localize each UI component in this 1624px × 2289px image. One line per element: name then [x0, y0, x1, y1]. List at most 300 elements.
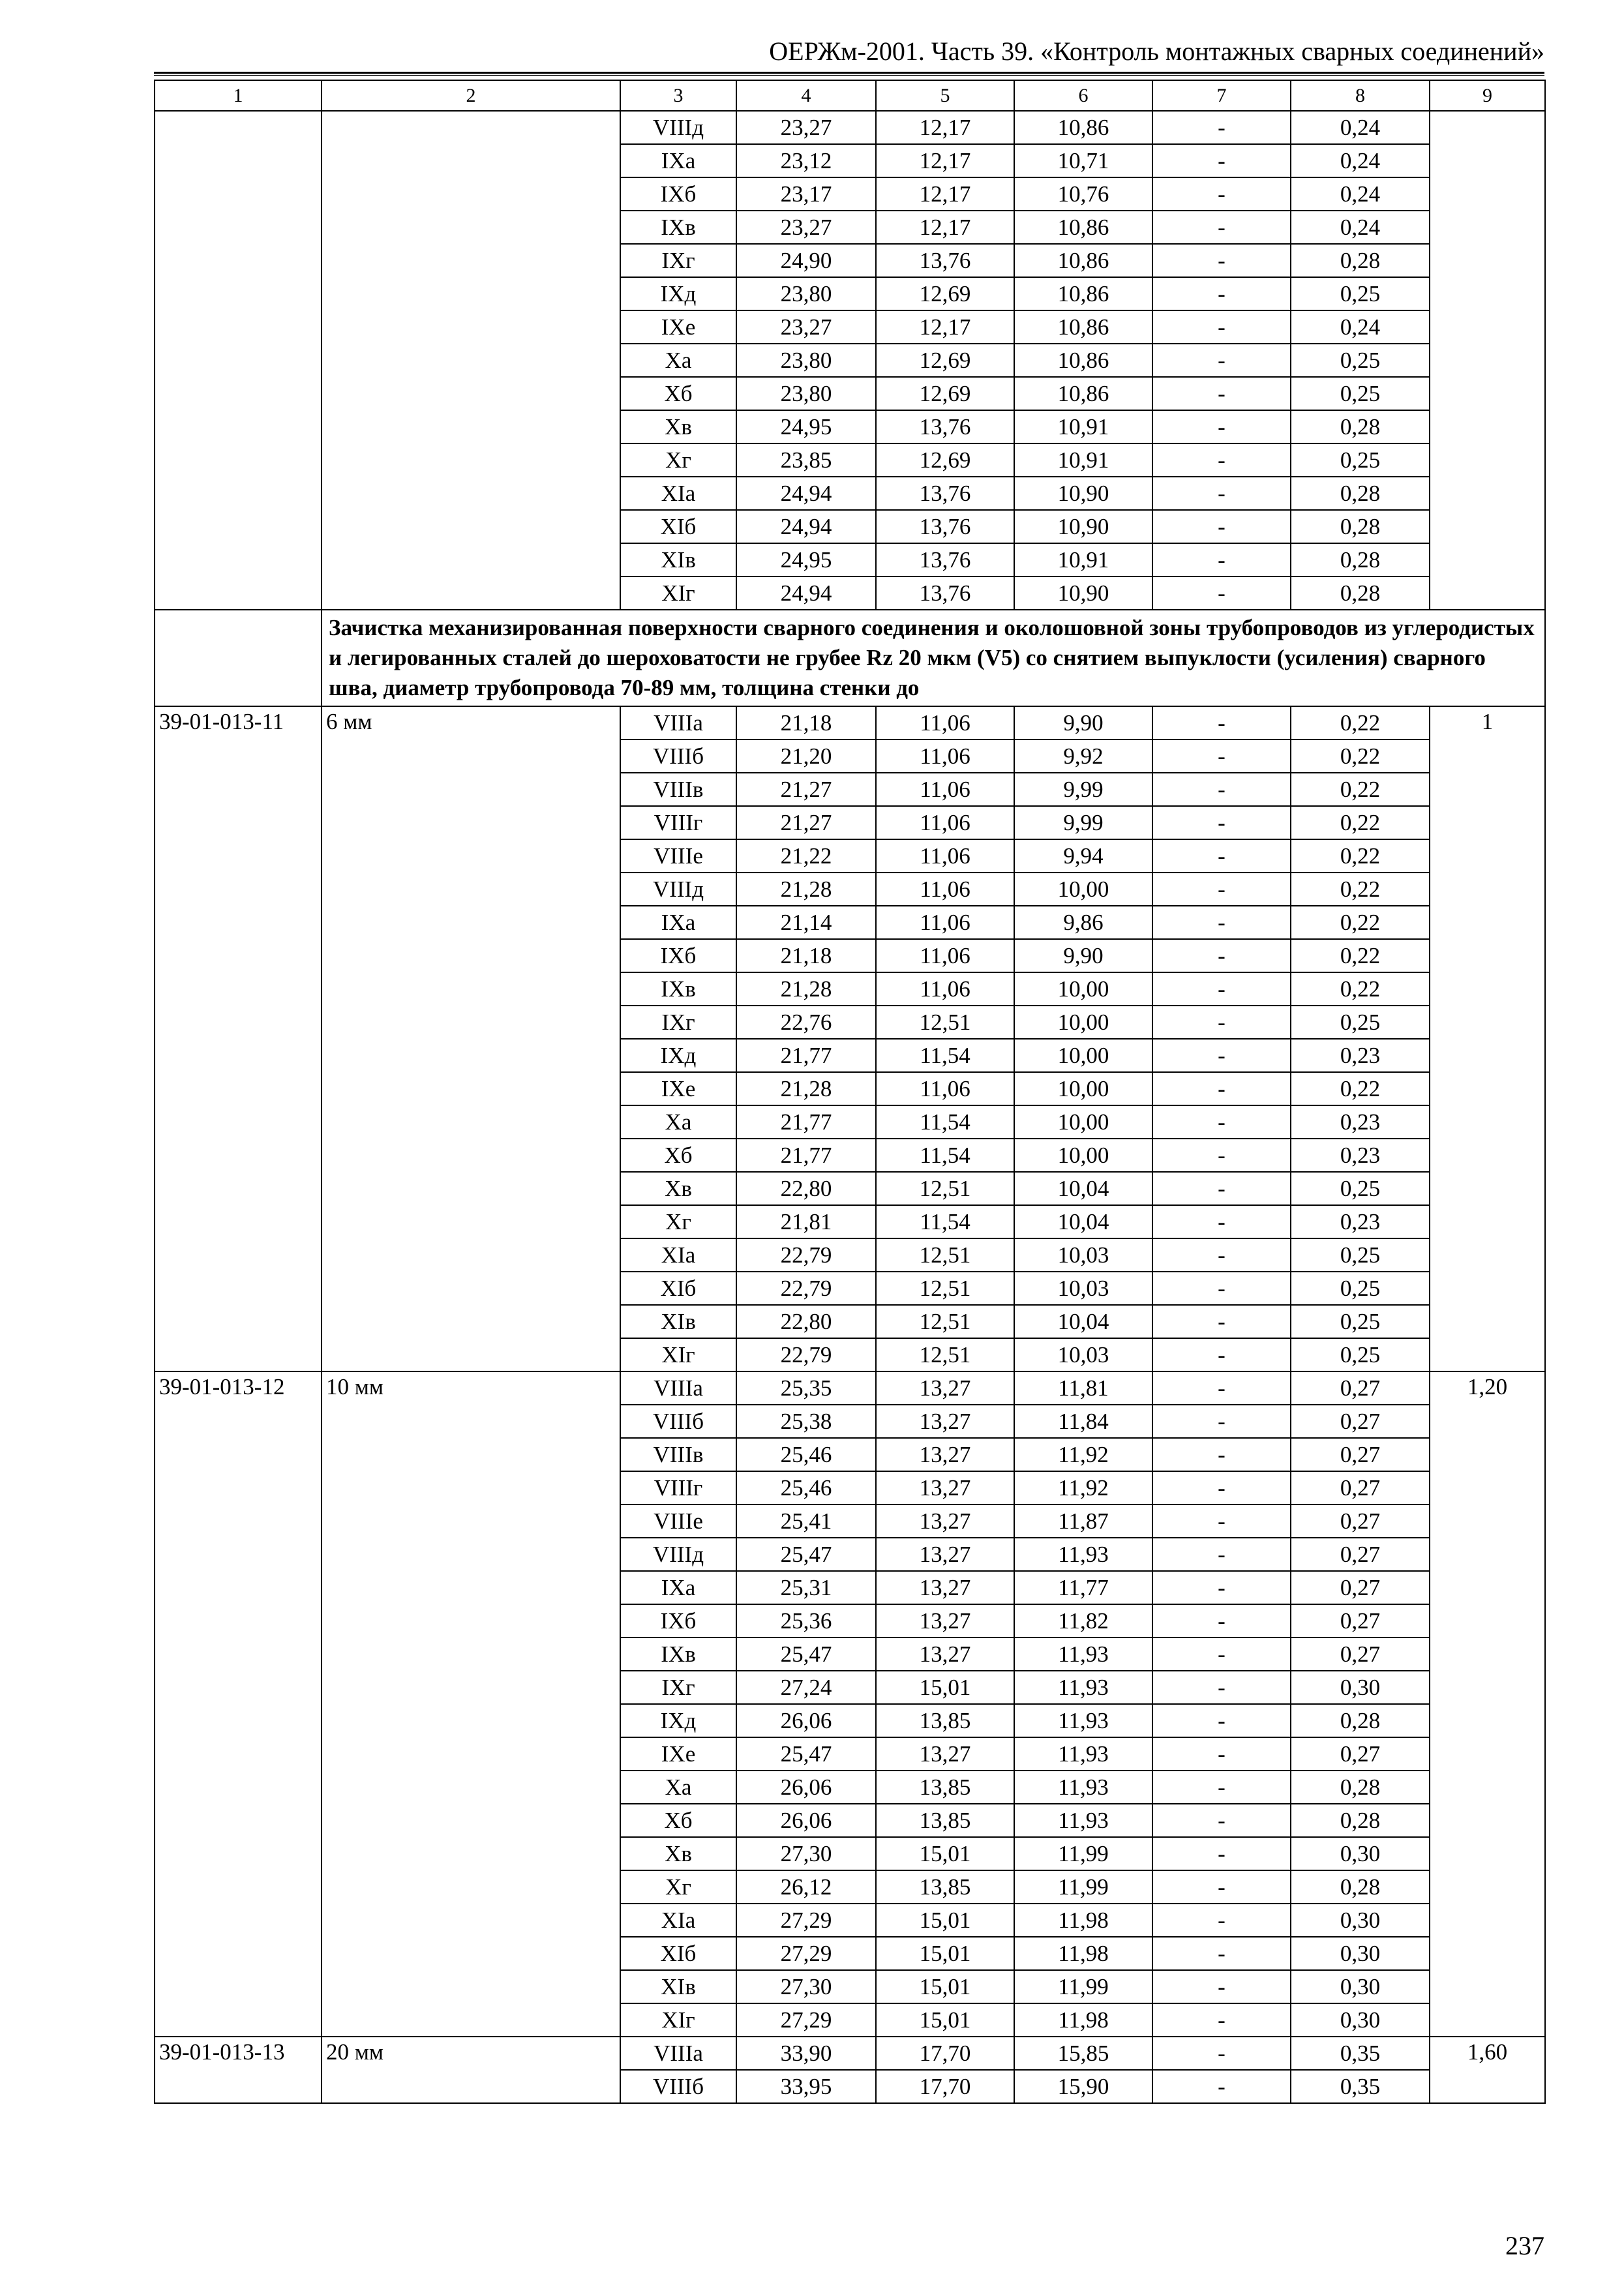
total-cost-cell: 25,31: [736, 1571, 876, 1604]
labor-cost-cell: 13,27: [876, 1438, 1014, 1471]
table-row: [155, 706, 1545, 740]
total-cost-cell: 22,79: [736, 1272, 876, 1305]
total-cost-cell: 21,22: [736, 839, 876, 873]
machine-cost-cell: 11,98: [1014, 1904, 1152, 1937]
total-cost-cell: 25,46: [736, 1438, 876, 1471]
class-cell: IXб: [620, 1604, 736, 1638]
class-cell: IXд: [620, 1039, 736, 1072]
section-spacer-cell: [155, 610, 322, 706]
class-cell: VIIIе: [620, 1504, 736, 1538]
labor-hours-cell: 0,25: [1291, 1272, 1430, 1305]
labor-cost-cell: 11,06: [876, 939, 1014, 972]
column-number: 7: [1152, 80, 1291, 111]
class-cell: Xа: [620, 1105, 736, 1139]
materials-cell: -: [1152, 377, 1291, 410]
machine-cost-cell: 11,93: [1014, 1671, 1152, 1704]
labor-hours-cell: 0,22: [1291, 839, 1430, 873]
machine-cost-cell: 11,98: [1014, 1937, 1152, 1970]
norm-code: 39-01-013-13: [155, 2037, 322, 2103]
class-cell: IXд: [620, 1704, 736, 1737]
labor-cost-cell: 11,54: [876, 1139, 1014, 1172]
machine-cost-cell: 11,98: [1014, 2003, 1152, 2037]
machine-cost-cell: 10,91: [1014, 443, 1152, 477]
labor-hours-cell: 0,25: [1291, 1238, 1430, 1272]
machine-cost-cell: 10,03: [1014, 1238, 1152, 1272]
class-cell: VIIIа: [620, 706, 736, 740]
class-cell: XIв: [620, 543, 736, 576]
total-cost-cell: 21,14: [736, 906, 876, 939]
total-cost-cell: 23,80: [736, 277, 876, 310]
materials-cell: -: [1152, 1006, 1291, 1039]
materials-cell: -: [1152, 410, 1291, 443]
materials-cell: -: [1152, 1804, 1291, 1837]
materials-cell: -: [1152, 706, 1291, 740]
class-cell: Xв: [620, 1837, 736, 1870]
materials-cell: -: [1152, 1205, 1291, 1238]
total-cost-cell: 33,90: [736, 2037, 876, 2070]
labor-cost-cell: 12,51: [876, 1172, 1014, 1205]
class-cell: IXд: [620, 277, 736, 310]
labor-hours-cell: 0,22: [1291, 972, 1430, 1006]
machine-cost-cell: 11,77: [1014, 1571, 1152, 1604]
materials-cell: -: [1152, 211, 1291, 244]
materials-cell: -: [1152, 1371, 1291, 1405]
materials-cell: -: [1152, 1039, 1291, 1072]
labor-hours-cell: 0,27: [1291, 1571, 1430, 1604]
machine-cost-cell: 11,99: [1014, 1870, 1152, 1904]
machine-cost-cell: 11,93: [1014, 1771, 1152, 1804]
class-cell: IXв: [620, 211, 736, 244]
materials-cell: -: [1152, 2037, 1291, 2070]
labor-hours-cell: 0,27: [1291, 1405, 1430, 1438]
machine-cost-cell: 10,00: [1014, 873, 1152, 906]
total-cost-cell: 21,18: [736, 706, 876, 740]
labor-hours-cell: 0,28: [1291, 244, 1430, 277]
class-cell: VIIIа: [620, 1371, 736, 1405]
labor-cost-cell: 13,76: [876, 543, 1014, 576]
total-cost-cell: 21,27: [736, 773, 876, 806]
materials-cell: -: [1152, 939, 1291, 972]
class-cell: VIIIд: [620, 873, 736, 906]
labor-cost-cell: 12,17: [876, 310, 1014, 344]
class-cell: VIIIа: [620, 2037, 736, 2070]
total-cost-cell: 27,30: [736, 1837, 876, 1870]
total-cost-cell: 27,29: [736, 2003, 876, 2037]
machine-cost-cell: 10,00: [1014, 1105, 1152, 1139]
machine-cost-cell: 11,82: [1014, 1604, 1152, 1638]
total-cost-cell: 25,47: [736, 1638, 876, 1671]
class-cell: IXв: [620, 1638, 736, 1671]
class-cell: XIв: [620, 1305, 736, 1338]
machine-cost-cell: 11,99: [1014, 1837, 1152, 1870]
total-cost-cell: 24,94: [736, 576, 876, 610]
class-cell: IXе: [620, 1737, 736, 1771]
materials-cell: -: [1152, 1405, 1291, 1438]
machine-cost-cell: 10,00: [1014, 1139, 1152, 1172]
total-cost-cell: 25,35: [736, 1371, 876, 1405]
class-cell: XIг: [620, 576, 736, 610]
labor-hours-cell: 0,22: [1291, 806, 1430, 839]
class-cell: VIIIб: [620, 2070, 736, 2103]
materials-cell: -: [1152, 972, 1291, 1006]
total-cost-cell: 22,80: [736, 1172, 876, 1205]
labor-hours-cell: 0,22: [1291, 906, 1430, 939]
total-cost-cell: 27,29: [736, 1904, 876, 1937]
labor-hours-cell: 0,35: [1291, 2037, 1430, 2070]
machine-cost-cell: 10,86: [1014, 111, 1152, 144]
labor-hours-cell: 0,28: [1291, 1870, 1430, 1904]
total-cost-cell: 21,81: [736, 1205, 876, 1238]
labor-hours-cell: 0,25: [1291, 1006, 1430, 1039]
machine-cost-cell: 10,90: [1014, 576, 1152, 610]
materials-cell: -: [1152, 1238, 1291, 1272]
total-cost-cell: 21,77: [736, 1105, 876, 1139]
materials-cell: -: [1152, 1504, 1291, 1538]
page-number: 237: [1505, 2231, 1544, 2260]
section-title: Зачистка механизированная поверхности сварного соединения и околошовной зоны трубопроводов из углеродистых и легированных сталей до шероховатости не грубее Rz 20 мкм (V5) со снятием выпуклости (усиления) сварного шва, диаметр трубопровода 70-89 мм, толщина стенки до: [322, 610, 1545, 706]
materials-cell: -: [1152, 1072, 1291, 1105]
materials-cell: -: [1152, 839, 1291, 873]
class-cell: IXб: [620, 177, 736, 211]
machine-cost-cell: 10,03: [1014, 1272, 1152, 1305]
labor-cost-cell: 13,27: [876, 1371, 1014, 1405]
header-rule: [154, 72, 1544, 76]
column-number: 6: [1014, 80, 1152, 111]
materials-cell: -: [1152, 477, 1291, 510]
materials-cell: -: [1152, 1837, 1291, 1870]
class-cell: IXа: [620, 1571, 736, 1604]
total-cost-cell: 22,80: [736, 1305, 876, 1338]
wall-thickness: 10 мм: [322, 1371, 620, 2037]
coefficient-cell: 1,20: [1430, 1371, 1545, 2037]
machine-cost-cell: 9,90: [1014, 706, 1152, 740]
labor-cost-cell: 11,54: [876, 1105, 1014, 1139]
class-cell: XIб: [620, 1937, 736, 1970]
labor-cost-cell: 13,76: [876, 510, 1014, 543]
labor-hours-cell: 0,27: [1291, 1438, 1430, 1471]
machine-cost-cell: 10,86: [1014, 310, 1152, 344]
column-number: 4: [736, 80, 876, 111]
total-cost-cell: 24,90: [736, 244, 876, 277]
machine-cost-cell: 9,90: [1014, 939, 1152, 972]
norms-table: [154, 80, 1546, 2104]
labor-cost-cell: 13,85: [876, 1704, 1014, 1737]
class-cell: Xб: [620, 1139, 736, 1172]
labor-cost-cell: 13,85: [876, 1870, 1014, 1904]
labor-hours-cell: 0,25: [1291, 1338, 1430, 1371]
labor-hours-cell: 0,27: [1291, 1538, 1430, 1571]
class-cell: XIг: [620, 2003, 736, 2037]
materials-cell: -: [1152, 1139, 1291, 1172]
class-cell: IXб: [620, 939, 736, 972]
total-cost-cell: 24,95: [736, 410, 876, 443]
class-cell: VIIIв: [620, 1438, 736, 1471]
labor-cost-cell: 13,27: [876, 1504, 1014, 1538]
labor-cost-cell: 13,76: [876, 576, 1014, 610]
labor-cost-cell: 17,70: [876, 2070, 1014, 2103]
total-cost-cell: 25,47: [736, 1737, 876, 1771]
labor-cost-cell: 11,06: [876, 1072, 1014, 1105]
total-cost-cell: 25,36: [736, 1604, 876, 1638]
labor-cost-cell: 12,17: [876, 111, 1014, 144]
machine-cost-cell: 10,03: [1014, 1338, 1152, 1371]
coefficient-cell: 1,60: [1430, 2037, 1545, 2103]
class-cell: XIб: [620, 510, 736, 543]
machine-cost-cell: 10,00: [1014, 1006, 1152, 1039]
labor-cost-cell: 13,85: [876, 1804, 1014, 1837]
labor-cost-cell: 12,17: [876, 211, 1014, 244]
machine-cost-cell: 11,93: [1014, 1704, 1152, 1737]
machine-cost-cell: 15,90: [1014, 2070, 1152, 2103]
machine-cost-cell: 11,84: [1014, 1405, 1152, 1438]
labor-cost-cell: 11,54: [876, 1205, 1014, 1238]
materials-cell: -: [1152, 1671, 1291, 1704]
class-cell: VIIIе: [620, 839, 736, 873]
labor-hours-cell: 0,22: [1291, 873, 1430, 906]
materials-cell: -: [1152, 2003, 1291, 2037]
machine-cost-cell: 9,99: [1014, 773, 1152, 806]
materials-cell: -: [1152, 1272, 1291, 1305]
labor-cost-cell: 12,51: [876, 1006, 1014, 1039]
materials-cell: -: [1152, 1305, 1291, 1338]
labor-cost-cell: 11,06: [876, 740, 1014, 773]
total-cost-cell: 27,30: [736, 1970, 876, 2003]
total-cost-cell: 21,27: [736, 806, 876, 839]
labor-cost-cell: 12,51: [876, 1305, 1014, 1338]
labor-cost-cell: 13,27: [876, 1571, 1014, 1604]
total-cost-cell: 22,79: [736, 1238, 876, 1272]
labor-cost-cell: 15,01: [876, 2003, 1014, 2037]
machine-cost-cell: 10,90: [1014, 477, 1152, 510]
class-cell: VIIIб: [620, 1405, 736, 1438]
materials-cell: -: [1152, 1172, 1291, 1205]
labor-cost-cell: 15,01: [876, 1904, 1014, 1937]
labor-cost-cell: 11,06: [876, 873, 1014, 906]
total-cost-cell: 23,27: [736, 211, 876, 244]
machine-cost-cell: 11,81: [1014, 1371, 1152, 1405]
class-cell: IXа: [620, 144, 736, 177]
labor-cost-cell: 15,01: [876, 1970, 1014, 2003]
materials-cell: -: [1152, 177, 1291, 211]
labor-cost-cell: 13,76: [876, 244, 1014, 277]
machine-cost-cell: 10,04: [1014, 1305, 1152, 1338]
total-cost-cell: 22,76: [736, 1006, 876, 1039]
labor-cost-cell: 15,01: [876, 1671, 1014, 1704]
labor-hours-cell: 0,23: [1291, 1139, 1430, 1172]
materials-cell: -: [1152, 773, 1291, 806]
labor-cost-cell: 11,06: [876, 839, 1014, 873]
materials-cell: -: [1152, 310, 1291, 344]
total-cost-cell: 24,95: [736, 543, 876, 576]
labor-hours-cell: 0,25: [1291, 1305, 1430, 1338]
machine-cost-cell: 10,86: [1014, 277, 1152, 310]
column-number: 9: [1430, 80, 1545, 111]
column-number-row: [155, 80, 1545, 111]
labor-cost-cell: 12,69: [876, 277, 1014, 310]
labor-hours-cell: 0,22: [1291, 773, 1430, 806]
machine-cost-cell: 10,86: [1014, 211, 1152, 244]
class-cell: Xб: [620, 1804, 736, 1837]
labor-hours-cell: 0,22: [1291, 740, 1430, 773]
machine-cost-cell: 10,76: [1014, 177, 1152, 211]
machine-cost-cell: 10,00: [1014, 972, 1152, 1006]
norm-code: 39-01-013-11: [155, 706, 322, 1371]
total-cost-cell: 21,77: [736, 1039, 876, 1072]
labor-cost-cell: 12,69: [876, 344, 1014, 377]
total-cost-cell: 21,20: [736, 740, 876, 773]
norm-code: 39-01-013-12: [155, 1371, 322, 2037]
total-cost-cell: 26,06: [736, 1704, 876, 1737]
labor-hours-cell: 0,22: [1291, 939, 1430, 972]
class-cell: Xг: [620, 443, 736, 477]
total-cost-cell: 23,17: [736, 177, 876, 211]
machine-cost-cell: 10,86: [1014, 377, 1152, 410]
class-cell: Xб: [620, 377, 736, 410]
materials-cell: -: [1152, 1571, 1291, 1604]
labor-hours-cell: 0,25: [1291, 277, 1430, 310]
labor-hours-cell: 0,27: [1291, 1471, 1430, 1504]
total-cost-cell: 23,85: [736, 443, 876, 477]
labor-cost-cell: 11,06: [876, 806, 1014, 839]
labor-hours-cell: 0,30: [1291, 1970, 1430, 2003]
machine-cost-cell: 11,93: [1014, 1737, 1152, 1771]
class-cell: VIIIб: [620, 740, 736, 773]
labor-hours-cell: 0,25: [1291, 377, 1430, 410]
column-number: 2: [322, 80, 620, 111]
materials-cell: -: [1152, 1870, 1291, 1904]
materials-cell: -: [1152, 510, 1291, 543]
machine-cost-cell: 11,92: [1014, 1438, 1152, 1471]
labor-cost-cell: 12,17: [876, 177, 1014, 211]
materials-cell: -: [1152, 1338, 1291, 1371]
labor-hours-cell: 0,23: [1291, 1105, 1430, 1139]
code-cell: [155, 111, 322, 610]
class-cell: VIIIв: [620, 773, 736, 806]
class-cell: IXг: [620, 1006, 736, 1039]
labor-hours-cell: 0,24: [1291, 211, 1430, 244]
class-cell: Xа: [620, 344, 736, 377]
class-cell: Xг: [620, 1205, 736, 1238]
labor-hours-cell: 0,22: [1291, 706, 1430, 740]
materials-cell: -: [1152, 873, 1291, 906]
class-cell: Xг: [620, 1870, 736, 1904]
materials-cell: -: [1152, 740, 1291, 773]
labor-cost-cell: 13,27: [876, 1638, 1014, 1671]
labor-hours-cell: 0,25: [1291, 1172, 1430, 1205]
total-cost-cell: 24,94: [736, 477, 876, 510]
labor-cost-cell: 11,06: [876, 972, 1014, 1006]
class-cell: IXв: [620, 972, 736, 1006]
labor-hours-cell: 0,28: [1291, 543, 1430, 576]
labor-hours-cell: 0,28: [1291, 1804, 1430, 1837]
machine-cost-cell: 9,92: [1014, 740, 1152, 773]
labor-hours-cell: 0,30: [1291, 1837, 1430, 1870]
materials-cell: -: [1152, 1937, 1291, 1970]
labor-cost-cell: 15,01: [876, 1837, 1014, 1870]
machine-cost-cell: 10,00: [1014, 1072, 1152, 1105]
materials-cell: -: [1152, 1771, 1291, 1804]
class-cell: VIIIд: [620, 111, 736, 144]
labor-hours-cell: 0,23: [1291, 1039, 1430, 1072]
class-cell: XIа: [620, 1238, 736, 1272]
class-cell: XIа: [620, 477, 736, 510]
labor-cost-cell: 12,69: [876, 377, 1014, 410]
labor-hours-cell: 0,25: [1291, 443, 1430, 477]
total-cost-cell: 23,27: [736, 111, 876, 144]
machine-cost-cell: 10,86: [1014, 244, 1152, 277]
labor-hours-cell: 0,27: [1291, 1737, 1430, 1771]
machine-cost-cell: 11,87: [1014, 1504, 1152, 1538]
labor-hours-cell: 0,27: [1291, 1504, 1430, 1538]
materials-cell: -: [1152, 906, 1291, 939]
labor-hours-cell: 0,30: [1291, 2003, 1430, 2037]
total-cost-cell: 25,47: [736, 1538, 876, 1571]
class-cell: VIIIд: [620, 1538, 736, 1571]
class-cell: Xв: [620, 1172, 736, 1205]
wall-thickness: 6 мм: [322, 706, 620, 1371]
materials-cell: -: [1152, 806, 1291, 839]
total-cost-cell: 25,38: [736, 1405, 876, 1438]
total-cost-cell: 33,95: [736, 2070, 876, 2103]
materials-cell: -: [1152, 1604, 1291, 1638]
class-cell: IXе: [620, 310, 736, 344]
column-number: 1: [155, 80, 322, 111]
materials-cell: -: [1152, 1970, 1291, 2003]
materials-cell: -: [1152, 277, 1291, 310]
total-cost-cell: 26,12: [736, 1870, 876, 1904]
labor-cost-cell: 13,27: [876, 1538, 1014, 1571]
labor-cost-cell: 13,27: [876, 1737, 1014, 1771]
machine-cost-cell: 10,71: [1014, 144, 1152, 177]
machine-cost-cell: 9,99: [1014, 806, 1152, 839]
class-cell: Xа: [620, 1771, 736, 1804]
machine-cost-cell: 10,91: [1014, 410, 1152, 443]
column-number: 8: [1291, 80, 1430, 111]
labor-hours-cell: 0,25: [1291, 344, 1430, 377]
labor-hours-cell: 0,28: [1291, 410, 1430, 443]
labor-cost-cell: 12,17: [876, 144, 1014, 177]
labor-hours-cell: 0,22: [1291, 1072, 1430, 1105]
labor-cost-cell: 13,27: [876, 1405, 1014, 1438]
machine-cost-cell: 10,04: [1014, 1172, 1152, 1205]
class-cell: XIб: [620, 1272, 736, 1305]
total-cost-cell: 23,27: [736, 310, 876, 344]
class-cell: XIа: [620, 1904, 736, 1937]
labor-hours-cell: 0,24: [1291, 111, 1430, 144]
machine-cost-cell: 15,85: [1014, 2037, 1152, 2070]
machine-cost-cell: 11,93: [1014, 1538, 1152, 1571]
class-cell: Xв: [620, 410, 736, 443]
class-cell: VIIIг: [620, 1471, 736, 1504]
labor-hours-cell: 0,35: [1291, 2070, 1430, 2103]
column-number: 5: [876, 80, 1014, 111]
coefficient-cell: 1: [1430, 706, 1545, 1371]
labor-cost-cell: 11,06: [876, 706, 1014, 740]
labor-hours-cell: 0,30: [1291, 1937, 1430, 1970]
total-cost-cell: 22,79: [736, 1338, 876, 1371]
labor-cost-cell: 13,85: [876, 1771, 1014, 1804]
total-cost-cell: 25,41: [736, 1504, 876, 1538]
materials-cell: -: [1152, 244, 1291, 277]
materials-cell: -: [1152, 2070, 1291, 2103]
materials-cell: -: [1152, 443, 1291, 477]
labor-cost-cell: 13,76: [876, 477, 1014, 510]
labor-cost-cell: 12,51: [876, 1238, 1014, 1272]
machine-cost-cell: 11,92: [1014, 1471, 1152, 1504]
labor-hours-cell: 0,30: [1291, 1671, 1430, 1704]
labor-hours-cell: 0,27: [1291, 1604, 1430, 1638]
section-row: [155, 610, 1545, 706]
